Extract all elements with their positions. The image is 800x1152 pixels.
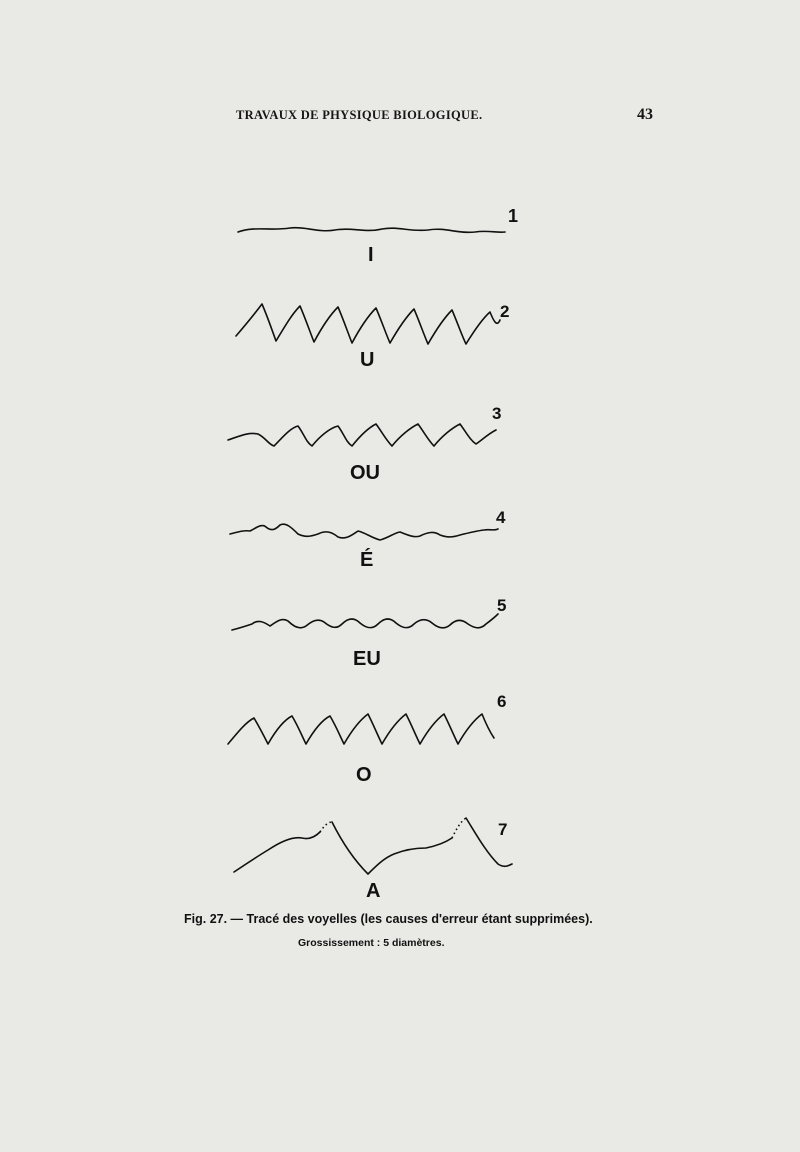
figure-subcaption: Grossissement : 5 diamètres. — [298, 937, 445, 949]
vowel-label: O — [356, 764, 372, 786]
figure-caption: Fig. 27. — Tracé des voyelles (les causes d'erreur étant supprimées). — [184, 912, 593, 926]
trace-7-line-2 — [332, 822, 452, 874]
trace-4-line — [230, 524, 498, 540]
trace-2-line — [236, 304, 500, 344]
trace-6-line — [228, 714, 494, 744]
trace-1-line — [238, 228, 505, 233]
page-number: 43 — [637, 106, 653, 123]
trace-7-dotted-1 — [320, 822, 332, 832]
trace-number: 6 — [497, 692, 507, 711]
vowel-label: É — [360, 549, 374, 571]
trace-number: 4 — [496, 508, 506, 527]
trace-7-line — [234, 832, 320, 872]
running-header-title: TRAVAUX DE PHYSIQUE BIOLOGIQUE. — [236, 108, 483, 122]
trace-number: 3 — [492, 404, 502, 423]
trace-7-dotted-2 — [452, 818, 466, 838]
vowel-label: I — [368, 244, 374, 266]
trace-3-line — [228, 424, 496, 446]
trace-number: 2 — [500, 302, 510, 321]
trace-number: 5 — [497, 596, 507, 615]
trace-5-line — [232, 614, 498, 630]
vowel-label: A — [366, 880, 381, 902]
trace-number: 1 — [508, 206, 519, 226]
trace-number: 7 — [498, 820, 508, 839]
vowel-label: OU — [350, 462, 380, 484]
vowel-label: EU — [353, 648, 381, 670]
vowel-label: U — [360, 349, 375, 371]
